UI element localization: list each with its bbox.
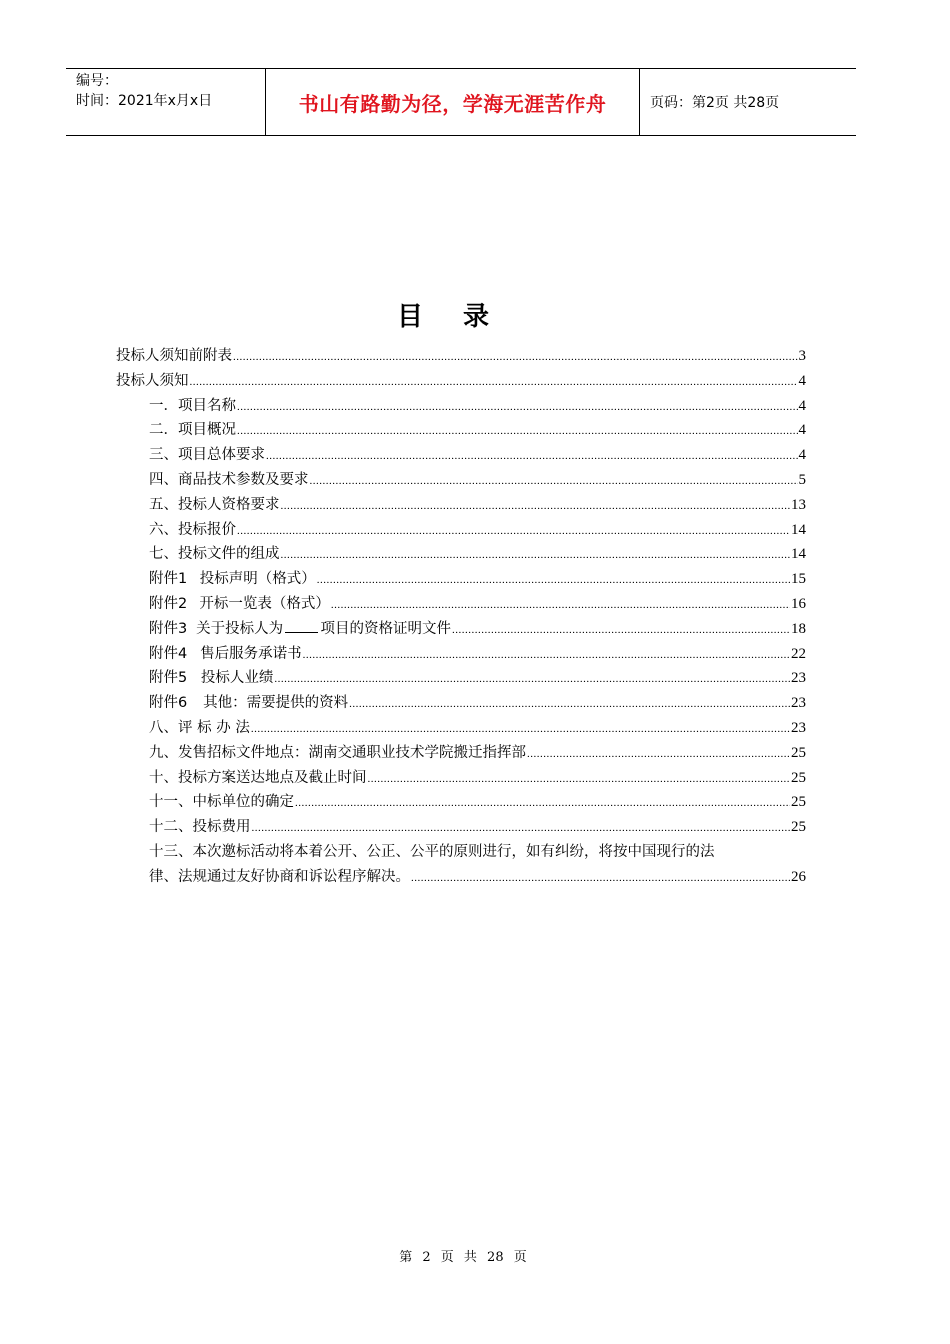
toc-entry-text: 一．项目名称 [149,397,236,414]
toc-page-number: 14 [791,546,806,563]
toc-attachment-label: 附件1 [149,571,188,588]
toc-entry-attachment[interactable] [116,642,806,667]
toc-title: 目录 [396,302,529,332]
toc-attachment-label: 附件3 [149,620,188,637]
toc-entry-text: 四、商品技术参数及要求 [149,471,309,488]
toc-entry[interactable] [116,394,806,419]
toc-leader-dots [237,395,798,420]
toc-entry[interactable] [116,344,806,369]
toc-entry-text: 开标一览表（格式） [199,595,330,612]
toc-entry-attachment[interactable] [116,567,806,592]
toc-page-number: 15 [791,571,806,588]
toc-entry-text: 投标人业绩 [200,670,274,687]
toc-entry[interactable] [116,840,806,891]
toc-leader-dots [281,543,791,568]
page-header [66,68,856,136]
toc-entry-attachment[interactable] [116,592,806,617]
toc-entry[interactable] [116,790,806,815]
toc-entry[interactable] [116,815,806,840]
toc-page-number: 14 [791,521,806,538]
header-meta [66,69,266,135]
toc-leader-dots [368,767,791,792]
toc-leader-dots [274,667,790,692]
toc-leader-dots [295,791,790,816]
toc-page-number: 16 [791,595,806,612]
table-of-contents [116,344,806,891]
toc-leader-dots [233,345,798,370]
toc-attachment-label: 附件4 [149,645,188,662]
page-footer: 第 2 页 共 28 页 [399,1250,527,1265]
toc-page-number: 13 [791,496,806,513]
toc-entry-text: 投标声明（格式） [199,571,316,588]
toc-entry[interactable] [116,741,806,766]
toc-page-number: 23 [791,695,806,712]
toc-entry-text: 十二、投标费用 [149,819,251,836]
toc-attachment-label: 附件6 [149,695,188,712]
toc-entry[interactable] [116,493,806,518]
toc-leader-dots [411,866,790,891]
toc-leader-dots [251,717,790,742]
header-motto: 书山有路勤为径，学海无涯苦作舟 [266,69,640,135]
toc-page-number: 25 [791,794,806,811]
toc-page-number: 4 [798,422,806,439]
toc-entry-text: 十、投标方案送达地点及截止时间 [149,769,367,786]
toc-page-number: 3 [798,348,806,364]
toc-entry-text: 七、投标文件的组成 [149,546,280,563]
toc-entry[interactable] [116,716,806,741]
toc-page-number: 25 [791,769,806,786]
toc-leader-dots [349,692,790,717]
toc-leader-dots [317,568,790,593]
toc-page-number: 22 [791,645,806,662]
toc-entry-text: 十三、本次邀标活动将本着公开、公正、公平的原则进行，如有纠纷，将按中国现行的法 [149,843,715,860]
toc-entry-text: 售后服务承诺书 [200,645,302,662]
toc-page-number: 5 [798,471,806,488]
toc-entry[interactable] [116,468,806,493]
toc-leader-dots [527,742,790,767]
toc-page-number: 18 [791,620,806,637]
toc-entry-text: 二．项目概况 [149,422,236,439]
toc-entry[interactable] [116,418,806,443]
toc-leader-dots [310,469,798,494]
toc-page-number: 23 [791,670,806,687]
toc-entry-text: 投标人须知前附表 [116,348,232,364]
toc-entry-text: 关于投标人为 [196,620,284,637]
toc-entry-text: 三、项目总体要求 [149,447,265,464]
toc-entry[interactable] [116,443,806,468]
toc-entry-attachment[interactable] [116,666,806,691]
toc-leader-dots [252,816,791,841]
toc-entry-text: 其他：需要提供的资料 [203,695,349,712]
toc-entry-text: 投标人须知 [116,372,189,389]
toc-entry-text: 九、发售招标文件地点：湖南交通职业技术学院搬迁指挥部 [149,744,526,761]
toc-entry[interactable] [116,542,806,567]
toc-leader-dots [331,593,790,618]
toc-page-number: 4 [798,397,806,414]
toc-page-number: 25 [791,819,806,836]
toc-entry-text: 十一、中标单位的确定 [149,794,294,811]
toc-leader-dots [237,519,790,544]
toc-entry-attachment[interactable] [116,691,806,716]
toc-entry[interactable] [116,369,806,394]
toc-leader-dots [237,419,798,444]
toc-leader-dots [281,494,791,519]
fill-in-blank [285,618,318,633]
toc-leader-dots [452,618,790,643]
toc-attachment-label: 附件2 [149,595,188,612]
toc-leader-dots [303,643,790,668]
toc-page-number: 25 [791,744,806,761]
toc-entry-text: 律、法规通过友好协商和诉讼程序解决。 [149,868,410,885]
toc-page-number: 4 [798,372,806,389]
header-page-code: 页码：第2页 共28页 [650,95,780,111]
toc-entry-text: 八、评 标 办 法 [149,719,250,736]
toc-entry-text: 项目的资格证明文件 [320,620,451,637]
toc-page-number: 26 [791,868,806,885]
header-time-label: 时间：2021年x月x日 [76,93,213,109]
toc-entry[interactable] [116,766,806,791]
toc-entry-text: 五、投标人资格要求 [149,496,280,513]
toc-page-number: 4 [798,447,806,464]
toc-entry-text: 六、投标报价 [149,521,236,538]
toc-entry-attachment[interactable] [116,617,806,642]
toc-leader-dots [190,370,798,395]
toc-leader-dots [266,444,798,469]
toc-attachment-label: 附件5 [149,670,188,687]
toc-page-number: 23 [791,719,806,736]
toc-entry[interactable] [116,518,806,543]
header-number-label: 编号： [76,73,118,89]
